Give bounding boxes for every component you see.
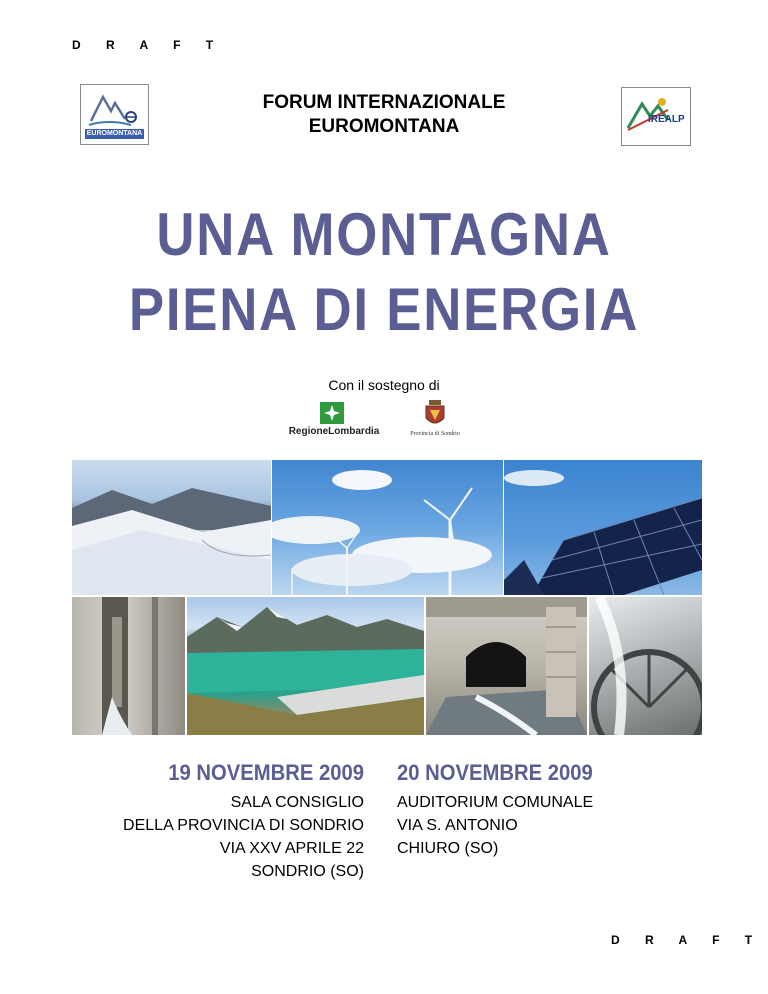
irealp-logo — [621, 87, 691, 146]
headline-line2: PIENA DI ENERGIA — [128, 276, 640, 343]
provincia-sondrio-label: Provincia di Sondrio — [410, 431, 460, 437]
lombardia-rose-icon — [320, 402, 344, 424]
event2-venue-line3: CHIURO (SO) — [397, 840, 499, 857]
coat-of-arms-icon — [423, 400, 447, 428]
forum-title-line2: EUROMONTANA — [308, 116, 460, 137]
photo-wind-turbines — [272, 460, 503, 595]
irealp-logo-label: IREALP — [648, 114, 685, 125]
provincia-sondrio-logo — [404, 400, 466, 442]
draft-mark-bottom: D R A F T — [611, 933, 764, 947]
event2-venue-line2: VIA S. ANTONIO — [397, 817, 518, 834]
photo-water-outlet — [426, 597, 587, 735]
regione-lombardia-label: RegioneLombardia — [288, 426, 380, 437]
event1-venue-line1: SALA CONSIGLIO — [230, 794, 364, 811]
event1-venue — [92, 791, 364, 883]
headline-line1: UNA MONTAGNA — [156, 201, 612, 268]
event1-venue-line4: SONDRIO (SO) — [251, 863, 364, 880]
photo-snowy-mountain — [72, 460, 271, 595]
regione-lombardia-logo — [286, 402, 382, 442]
forum-title — [180, 91, 588, 139]
photo-water-pipe — [72, 597, 185, 735]
support-label: Con il sostegno di — [328, 377, 440, 393]
event2-venue-line1: AUDITORIUM COMUNALE — [397, 794, 594, 811]
photo-dam-lake — [187, 597, 424, 735]
photo-collage — [72, 460, 702, 735]
event2-date: 20 NOVEMBRE 2009 — [397, 760, 593, 785]
event2-venue — [397, 791, 697, 860]
forum-title-line1: FORUM INTERNAZIONALE — [262, 92, 506, 113]
photo-solar-panels — [504, 460, 702, 595]
euromontana-logo-label: EUROMONTANA — [86, 130, 143, 137]
event1-venue-line3: VIA XXV APRILE 22 — [219, 840, 364, 857]
draft-mark-top: D R A F T — [72, 38, 225, 52]
event1-date: 19 NOVEMBRE 2009 — [168, 760, 364, 785]
photo-water-wheel — [589, 597, 702, 735]
event1-venue-line2: DELLA PROVINCIA DI SONDRIO — [123, 817, 364, 834]
euromontana-logo — [80, 84, 149, 145]
